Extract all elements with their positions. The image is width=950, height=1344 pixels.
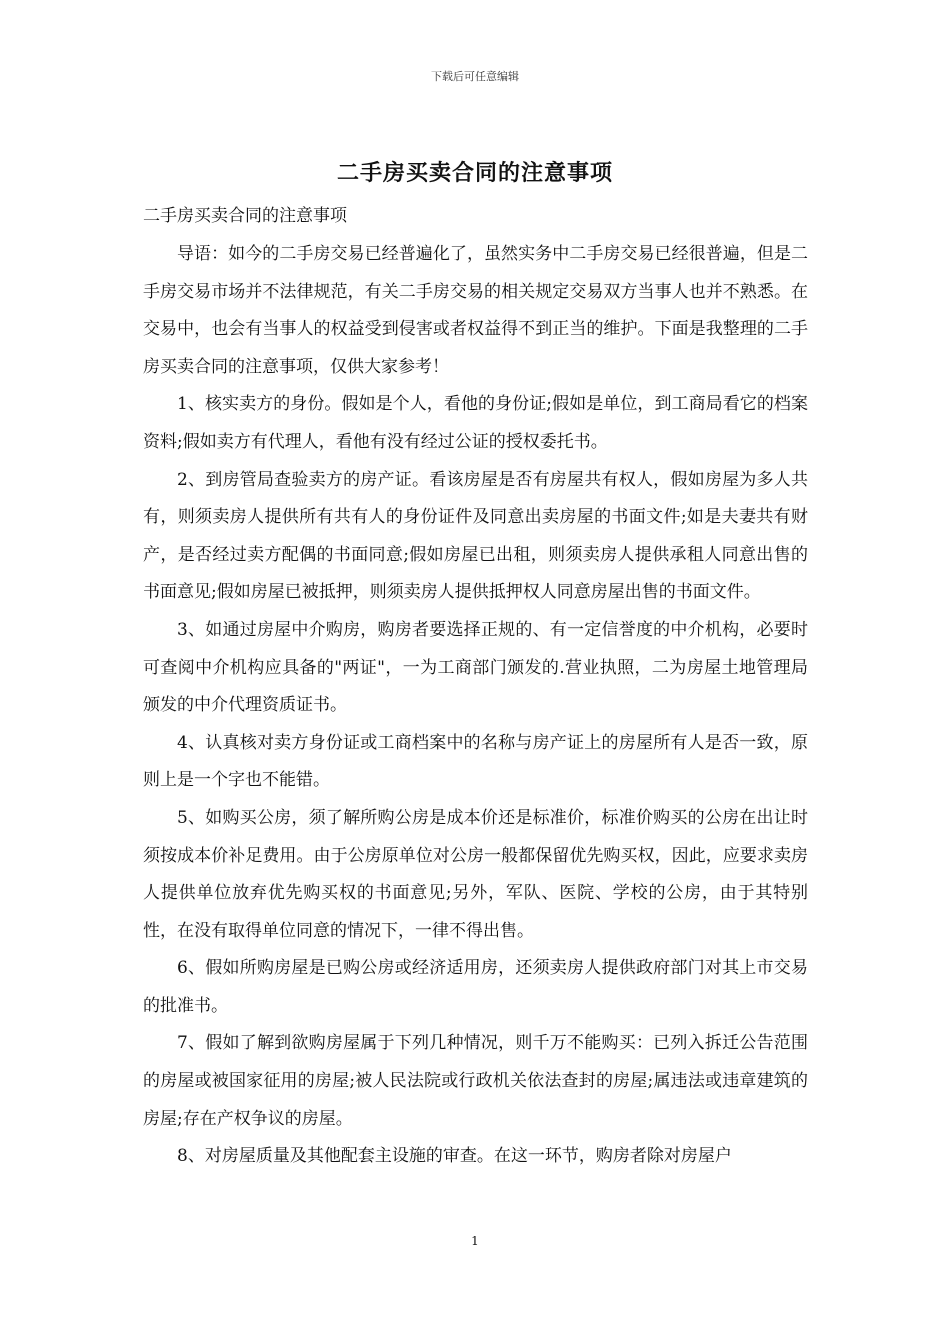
paragraph-3: 3、如通过房屋中介购房，购房者要选择正规的、有一定信誉度的中介机构，必要时可查阅中介机构应具备的"两证"，一为工商部门颁发的.营业执照，二为房屋土地管理局颁发的中介代理资质证书。 <box>143 619 808 716</box>
paragraph-7: 7、假如了解到欲购房屋属于下列几种情况，则千万不能购买：已列入拆迁公告范围的房屋或被国家征用的房屋;被人民法院或行政机关依法查封的房屋;属违法或违章建筑的房屋;存在产权争议的房屋。 <box>143 1033 808 1129</box>
page-number: 1 <box>471 1234 479 1248</box>
paragraph-5: 5、如购买公房，须了解所购公房是成本价还是标准价，标准价购买的公房在出让时须按成本价补足费用。由于公房原单位对公房一般都保留优先购买权，因此，应要求卖房人提供单位放弃优先购买权的书面意见;另外，军队、医院、学校的公房，由于其特别性，在没有取得单位同意的情况下，一律不得出售。 <box>143 807 808 941</box>
paragraph-4: 4、认真核对卖方身份证或工商档案中的名称与房产证上的房屋所有人是否一致，原则上是一个字也不能错。 <box>143 732 808 791</box>
document-body <box>143 236 808 1176</box>
paragraph-1: 1、核实卖方的身份。假如是个人，看他的身份证;假如是单位，到工商局看它的档案资料;假如卖方有代理人，看他有没有经过公证的授权委托书。 <box>143 394 808 452</box>
paragraph-6: 6、假如所购房屋是已购公房或经济适用房，还须卖房人提供政府部门对其上市交易的批准书。 <box>143 958 808 1016</box>
document-title: 二手房买卖合同的注意事项 <box>336 161 613 186</box>
paragraph-2: 2、到房管局查验卖方的房产证。看该房屋是否有房屋共有权人，假如房屋为多人共有，则须卖房人提供所有共有人的身份证件及同意出卖房屋的书面文件;如是夫妻共有财产，是否经过卖方配偶的书面同意;假如房屋已出租，则须卖房人提供承租人同意出售的书面意见;假如房屋已被抵押，则须卖房人提供抵押权人同意房屋出售的书面文件。 <box>143 469 808 603</box>
document-subtitle: 二手房买卖合同的注意事项 <box>143 206 347 226</box>
page-header: 下载后可任意编辑 <box>431 70 519 83</box>
paragraph-8: 8、对房屋质量及其他配套主设施的审查。在这一环节，购房者除对房屋户 <box>177 1146 732 1167</box>
intro-paragraph: 导语：如今的二手房交易已经普遍化了，虽然实务中二手房交易已经很普遍，但是二手房交易市场并不法律规范，有关二手房交易的相关规定交易双方当事人也并不熟悉。在交易中，也会有当事人的权益受到侵害或者权益得不到正当的维护。下面是我整理的二手房买卖合同的注意事项，仅供大家参考！ <box>143 244 808 377</box>
